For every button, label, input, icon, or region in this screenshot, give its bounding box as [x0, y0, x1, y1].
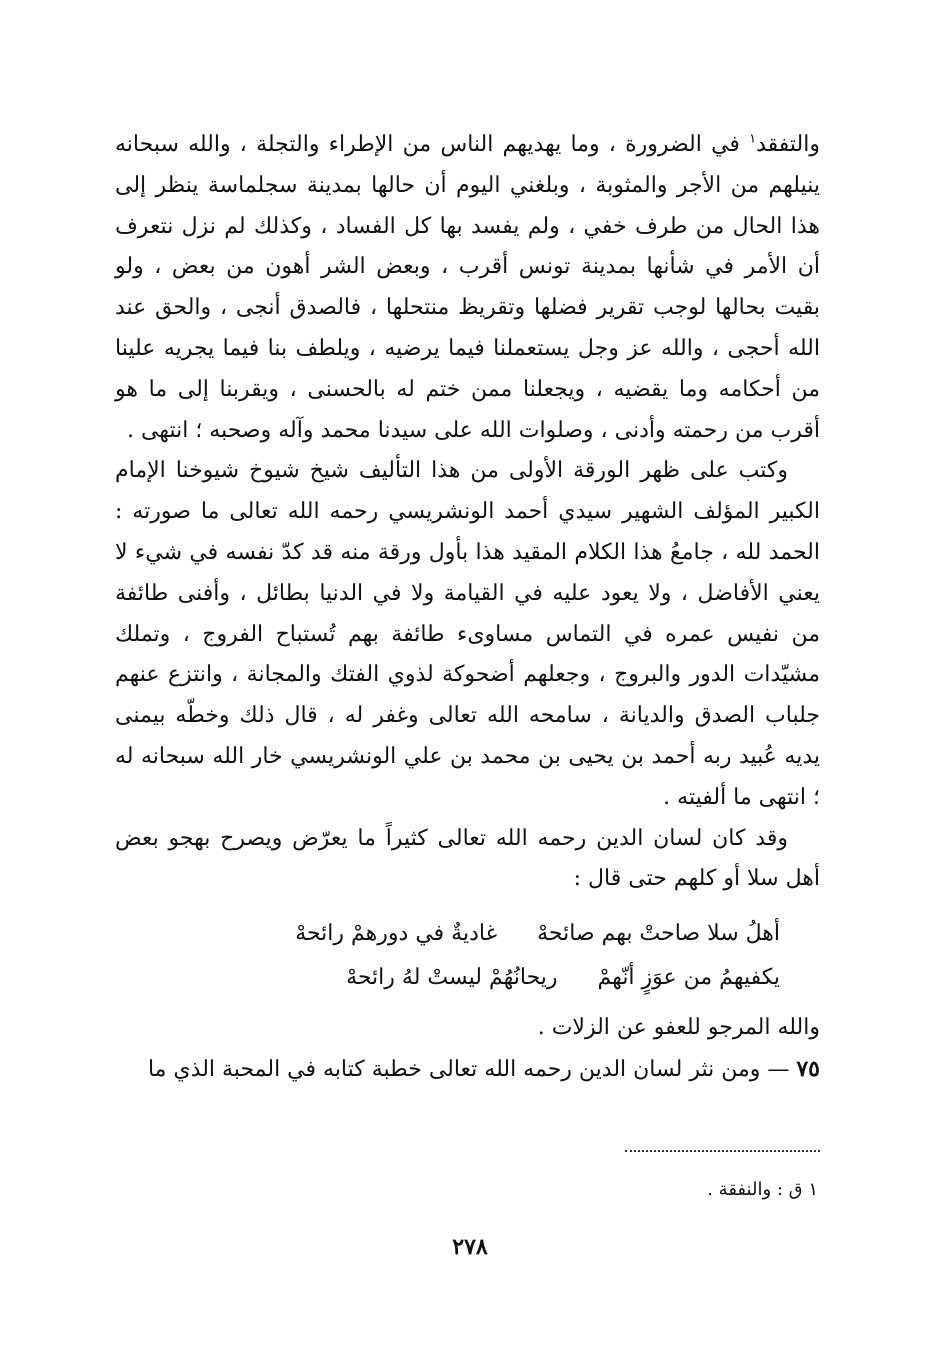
verse-line — [115, 912, 780, 956]
item-text: — ومن نثر لسان الدين رحمه الله تعالى خطبة كتابه في المحبة الذي ما — [147, 1056, 797, 1082]
paragraph-text: والتفقد — [756, 132, 820, 157]
verse-second-hemistich: غاديةٌ في دورهمْ رائحهْ — [295, 921, 498, 947]
paragraph — [115, 125, 820, 451]
verse-line — [115, 956, 780, 1000]
page-number: ٢٧٨ — [452, 1234, 488, 1260]
paragraph: والله المرجو للعفو عن الزلات . — [537, 1015, 820, 1041]
footnote: ١ ق : والنفقة . — [707, 1179, 818, 1200]
verse-first-hemistich: يكفيهمُ من عوَزٍ أنّهمْ — [597, 965, 780, 991]
verse-first-hemistich: أهلُ سلا صاحتْ بهم صائحهْ — [537, 921, 780, 947]
numbered-item — [115, 1049, 820, 1091]
footnote-reference: ١ — [749, 131, 757, 147]
footnote-separator — [625, 1150, 820, 1152]
paragraph-text: في الضرورة ، وما يهديهم الناس من الإطراء والتجلة ، والله سبحانه ينيلهم من الأجر والمثوبة ، وبلغني اليوم أن حالها بمدينة سجلماسة ينظر إلى هذا الحال من طرف خفي ، ولم يفسد بها كل الفساد ، وكذلك لم نزل نتعرف أن الأمر في شأنها بمدينة تونس أقرب ، وبعض الشر أهون من بعض ، ولو بقيت بحالها لوجب تقرير فضلها وتقريظ منتحلها ، فالصدق أنجى ، والحق عند الله أحجى ، والله عز وجل يستعملنا فيما يرضيه ، ويلطف بنا فيما يجريه علينا من أحكامه وما يقضيه ، ويجعلنا ممن ختم له بالحسنى ، ويقربنا إلى ما هو أقرب من رحمته وأدنى ، وصلوات الله على سيدنا محمد وآله وصحبه ؛ انتهى . — [115, 132, 820, 443]
main-text — [115, 125, 820, 1091]
poem — [115, 912, 820, 1000]
paragraph: وقد كان لسان الدين رحمه الله تعالى كثيراً ما يعرّض ويصرح بهجو بعض أهل سلا أو كلهم حتى قال : — [115, 825, 820, 892]
verse-second-hemistich: ريحانُهُمْ ليستْ لهُ رائحهْ — [346, 965, 558, 991]
paragraph: وكتب على ظهر الورقة الأولى من هذا التأليف شيخ شيوخ شيوخنا الإمام الكبير المؤلف الشهير سيدي أحمد الونشريسي رحمه الله تعالى ما صورته : الحمد لله ، جامعُ هذا الكلام المقيد هذا بأول ورقة منه قد كدّ نفسه في شيء لا يعني الأفاضل ، ولا يعود عليه في القيامة ولا في الدنيا بطائل ، وأفنى طائفة من نفيس عمره في التماس مساوىء طائفة بهم تُستباح الفروج ، وتملك مشيّدات الدور والبروج ، وجعلهم أضحوكة لذوي الفتك والمجانة ، وانتزع عنهم جلباب الصدق والديانة ، سامحه الله تعالى وغفر له ، قال ذلك وخطّه بيمنى يديه عُبيد ربه أحمد بن يحيى بن محمد بن علي الونشريسي خار الله سبحانه له ؛ انتهى ما ألفيته . — [115, 458, 820, 810]
item-number: ٧٥ — [796, 1055, 820, 1082]
